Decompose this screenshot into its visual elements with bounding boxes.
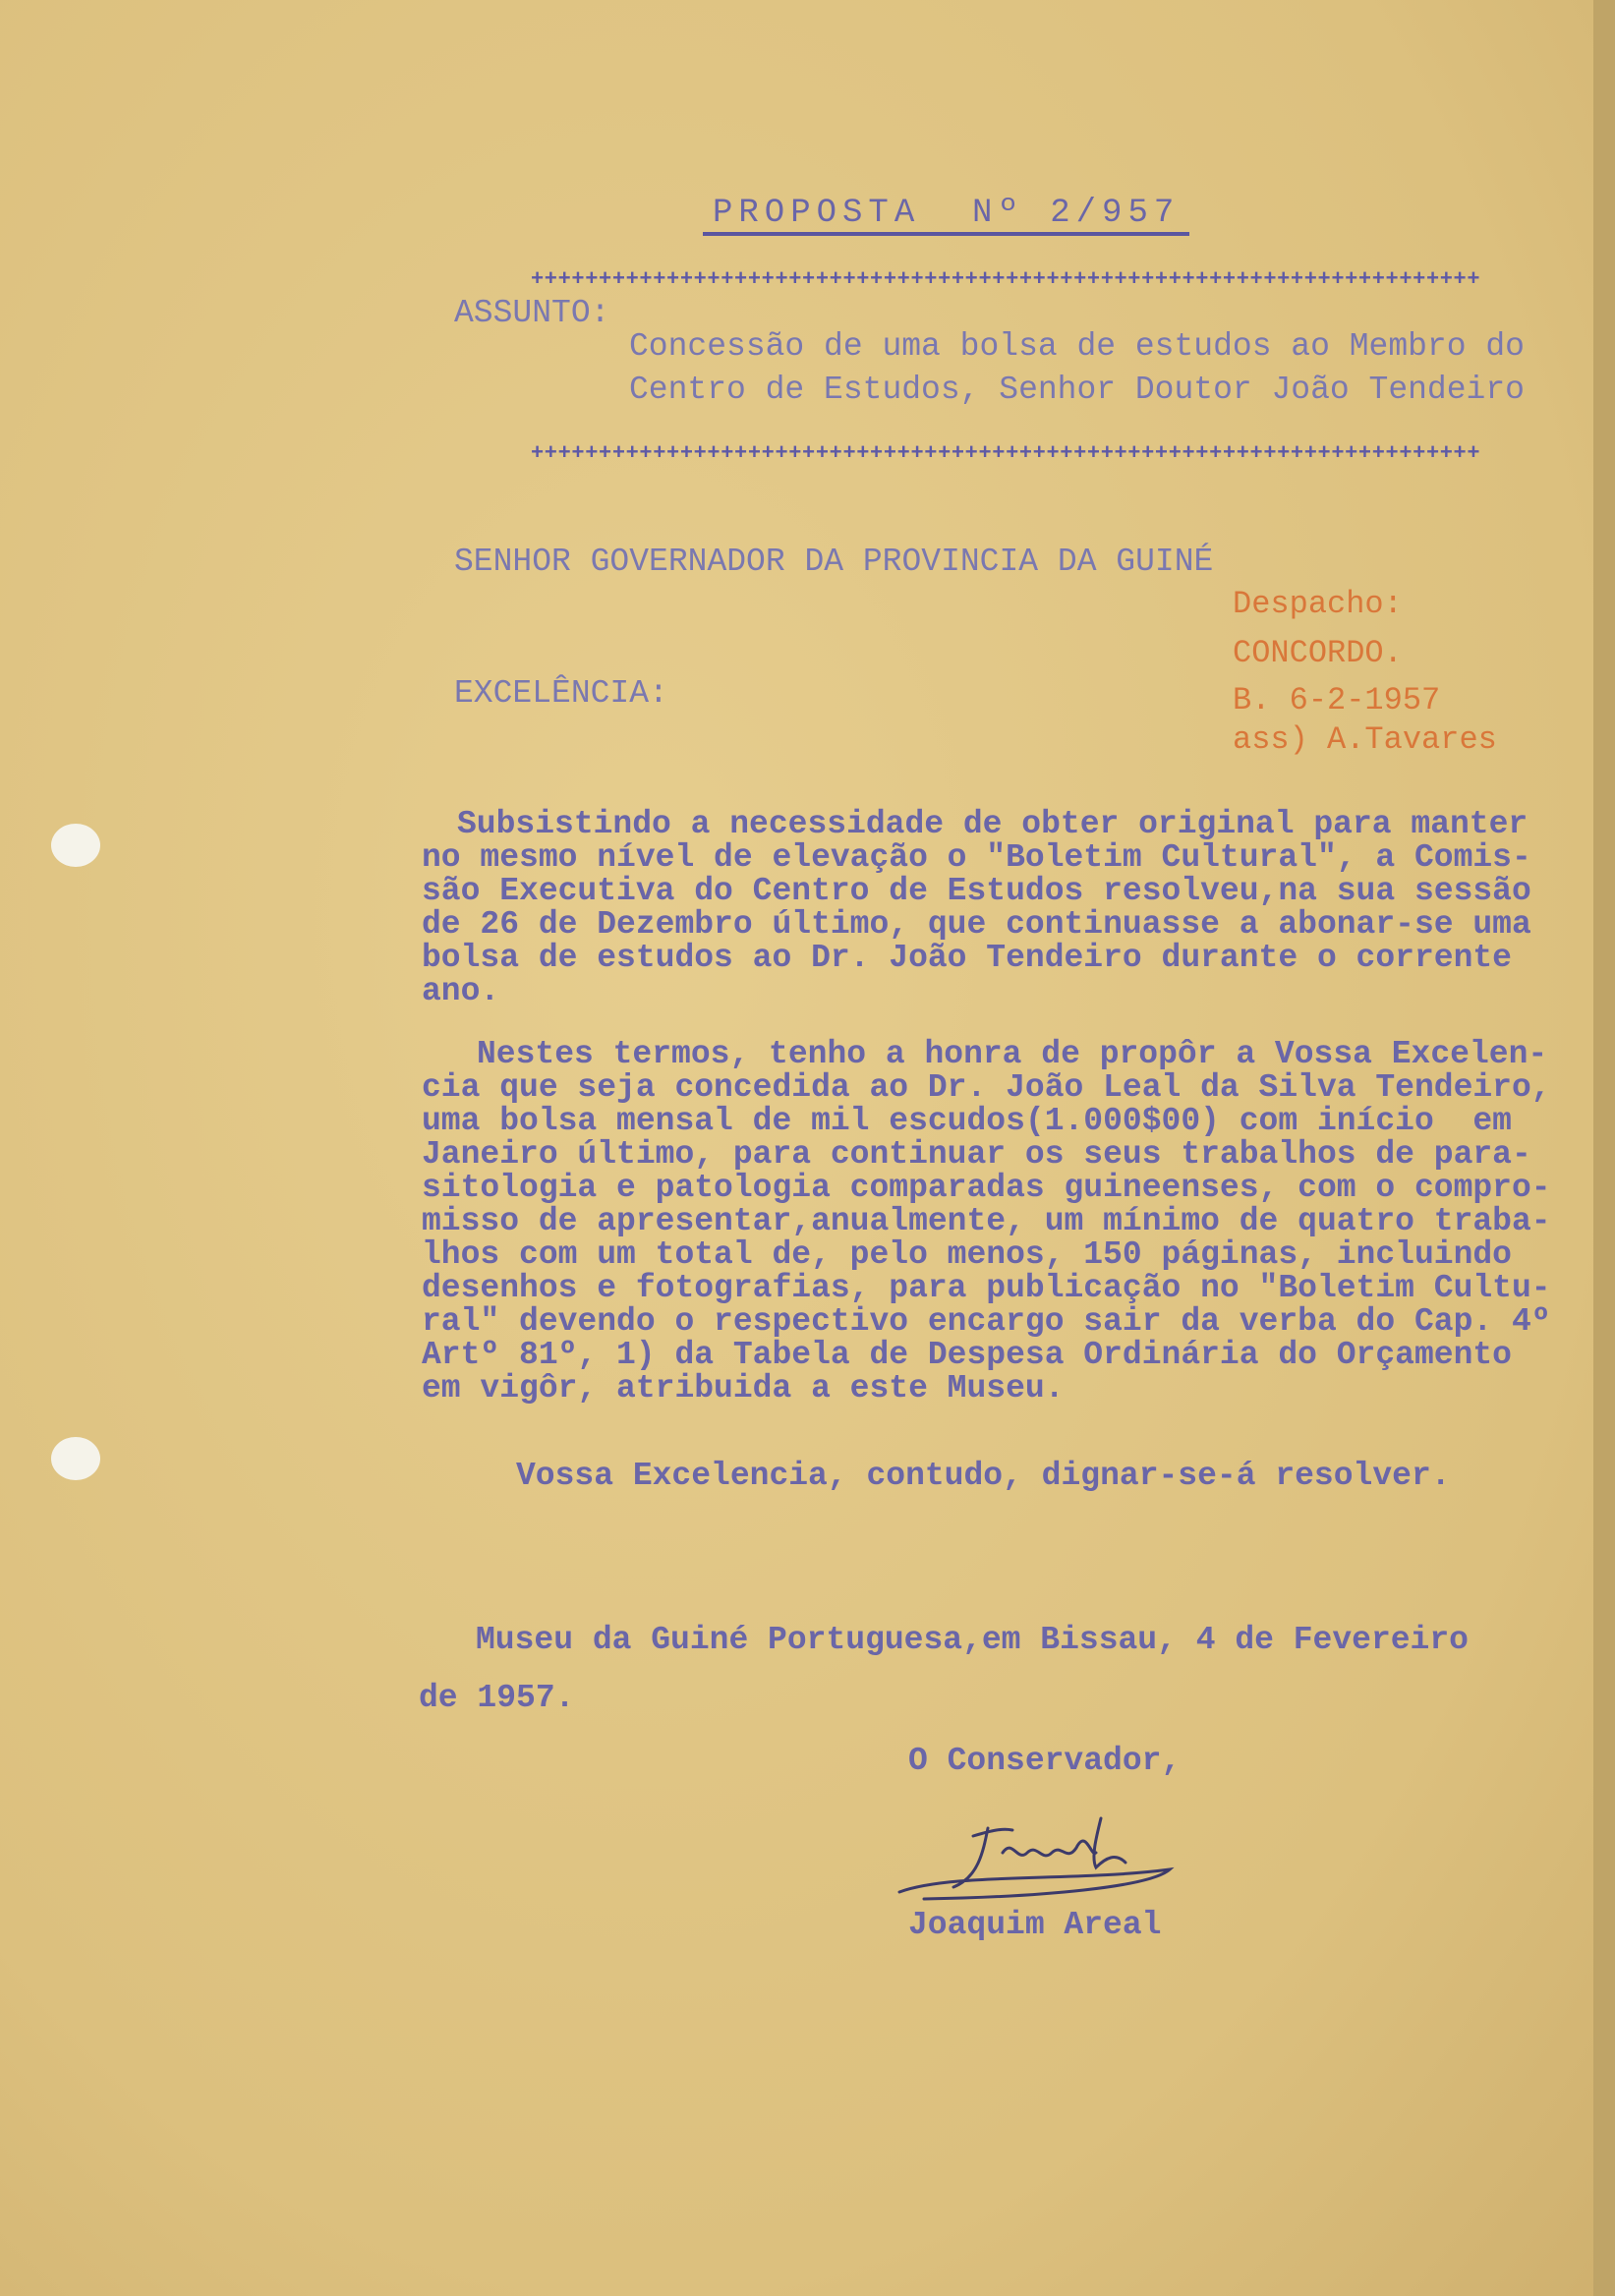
text-line: ano. — [422, 973, 500, 1009]
text-line: Artº 81º, 1) da Tabela de Despesa Ordinária do Orçamento — [422, 1337, 1512, 1373]
signatory-name: Joaquim Areal — [908, 1907, 1162, 1943]
separator-line: ++++++++++++++++++++++++++++++++++++++++++++++++++++++++++++++++++++++ — [531, 441, 1481, 466]
text-line: no mesmo nível de elevação o "Boletim Cultural", a Comis- — [422, 839, 1531, 876]
text-line: desenhos e fotografias, para publicação no "Boletim Cultu- — [422, 1270, 1551, 1306]
text-line: lhos com um total de, pelo menos, 150 páginas, incluindo — [422, 1236, 1512, 1273]
closing-line: Vossa Excelencia, contudo, dignar-se-á resolver. — [516, 1458, 1451, 1494]
text-line: são Executiva do Centro de Estudos resolveu,na sua sessão — [422, 873, 1531, 909]
subject-line: Concessão de uma bolsa de estudos ao Membro do — [629, 328, 1525, 365]
subject-label: ASSUNTO: — [454, 295, 610, 331]
signatory-title: O Conservador, — [908, 1743, 1182, 1779]
text-line: em vigôr, atribuida a este Museu. — [422, 1370, 1065, 1406]
text-line: misso de apresentar,anualmente, um mínimo de quatro traba- — [422, 1203, 1551, 1239]
text-line: sitologia e patologia comparadas guineenses, com o compro- — [422, 1170, 1551, 1206]
text-line: Nestes termos, tenho a honra de propôr a Vossa Excelen- — [477, 1036, 1548, 1072]
addressee: SENHOR GOVERNADOR DA PROVINCIA DA GUINÉ — [454, 544, 1214, 580]
paper-edge — [1593, 0, 1615, 2296]
text-line: de 26 de Dezembro último, que continuasse a abonar-se uma — [422, 906, 1531, 943]
text-line: Subsistindo a necessidade de obter original para manter — [457, 806, 1528, 842]
text-line: uma bolsa mensal de mil escudos(1.000$00) com início em — [422, 1103, 1512, 1139]
punch-hole — [51, 1437, 100, 1480]
text-line: bolsa de estudos ao Dr. João Tendeiro durante o corrente — [422, 940, 1512, 976]
place-date-line: Museu da Guiné Portuguesa,em Bissau, 4 de Fevereiro — [476, 1622, 1469, 1658]
despacho-signature: ass) A.Tavares — [1233, 721, 1497, 758]
despacho-decision: CONCORDO. — [1233, 635, 1403, 671]
place-date-line: de 1957. — [419, 1680, 575, 1716]
separator-line: ++++++++++++++++++++++++++++++++++++++++++++++++++++++++++++++++++++++ — [531, 267, 1481, 292]
punch-hole — [51, 824, 100, 867]
despacho-date: B. 6-2-1957 — [1233, 682, 1441, 718]
handwritten-signature — [894, 1808, 1180, 1917]
subject-line: Centro de Estudos, Senhor Doutor João Tendeiro — [629, 372, 1525, 408]
text-line: Janeiro último, para continuar os seus trabalhos de para- — [422, 1136, 1531, 1173]
salutation: EXCELÊNCIA: — [454, 675, 668, 712]
document-title: PROPOSTA Nº 2/957 — [703, 197, 1189, 236]
text-line: cia que seja concedida ao Dr. João Leal da Silva Tendeiro, — [422, 1069, 1551, 1106]
text-line: ral" devendo o respectivo encargo sair da verba do Cap. 4º — [422, 1303, 1551, 1340]
despacho-label: Despacho: — [1233, 586, 1403, 622]
